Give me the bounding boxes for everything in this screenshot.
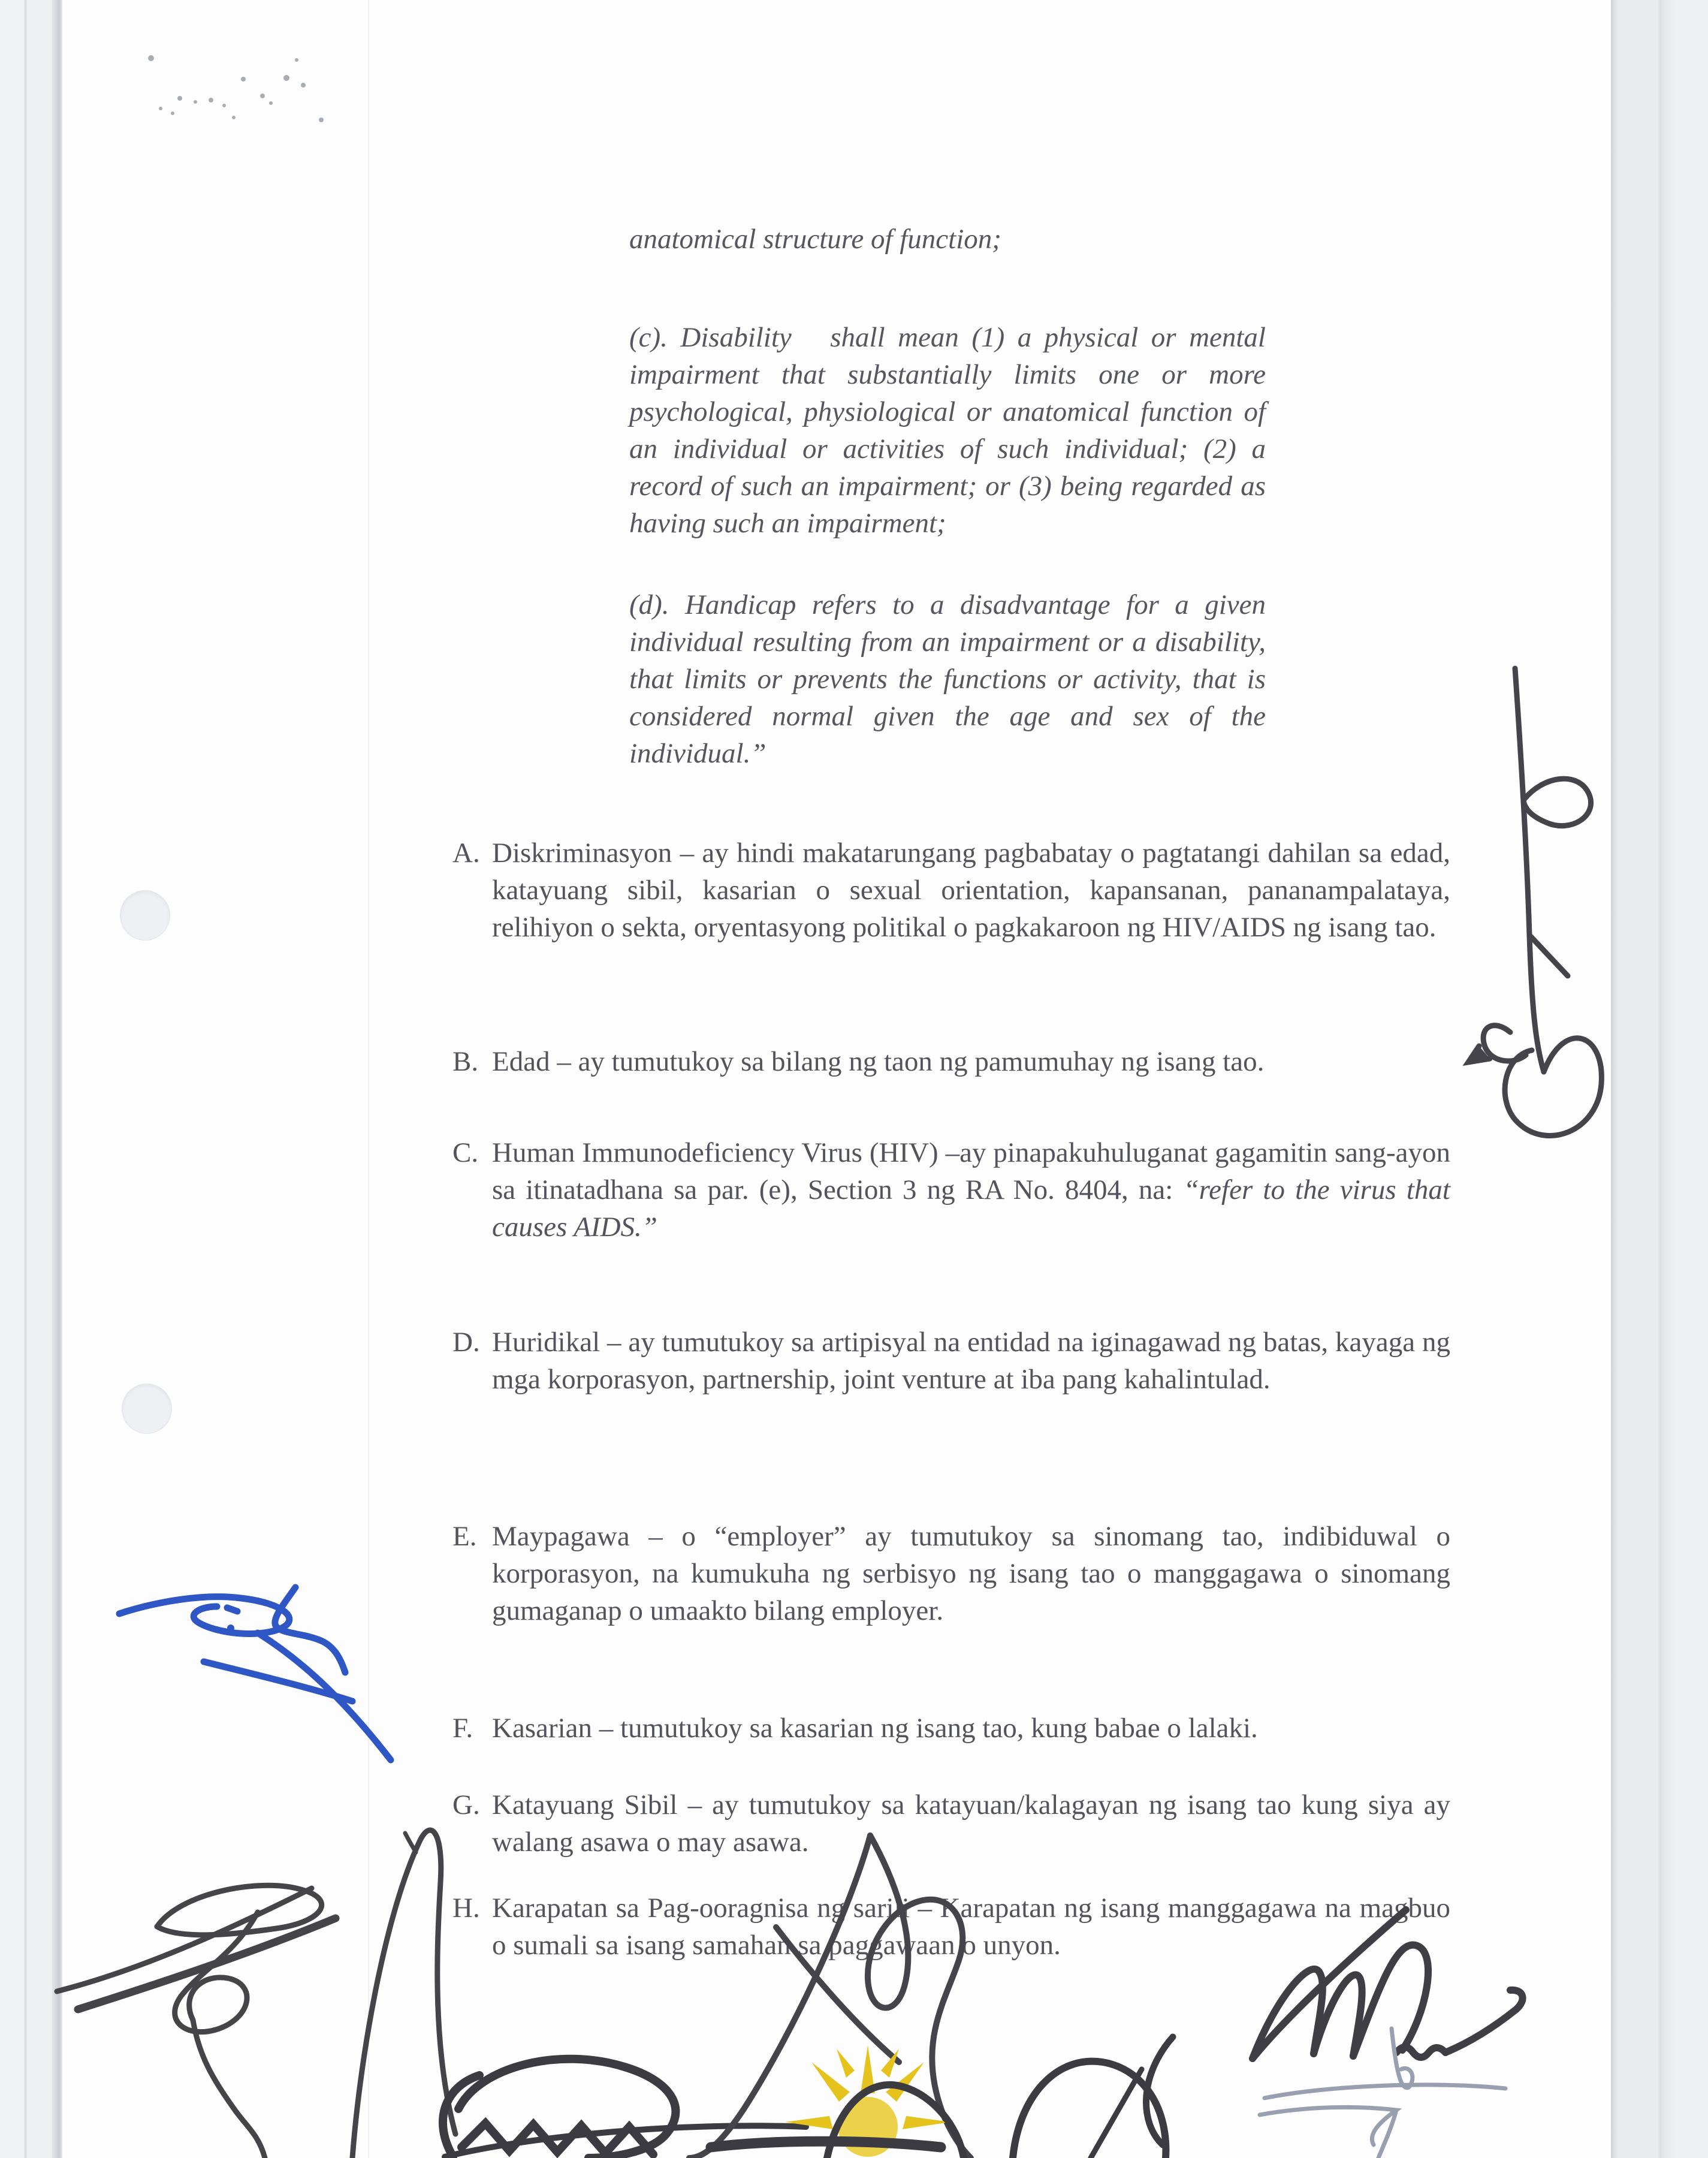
definition-letter-e: E. — [452, 1521, 477, 1552]
signature-bottom-right-light — [1260, 2029, 1505, 2158]
definition-item-c — [452, 1134, 1450, 1246]
quoted-intro-line: anatomical structure of function; — [629, 224, 1001, 255]
definition-item-h — [452, 1889, 1450, 1964]
scanner-margin-left — [0, 0, 62, 2158]
page-fold-line — [368, 0, 369, 2158]
signature-blue-left — [119, 1587, 391, 1760]
definition-letter-f: F. — [452, 1713, 473, 1744]
definition-letter-b: B. — [452, 1046, 479, 1077]
signature-bottom-left-scribble — [57, 1830, 455, 2158]
definition-text-e: Maypagawa – o “employer” ay tumutukoy sa sinomang tao, indibiduwal o korporasyon, na kumukuha ng serbisyo ng isang tao o manggagawa o sinomang gumaganap o umaakto bilang employer. — [492, 1521, 1450, 1626]
definition-text-g: Katayuang Sibil – ay tumutukoy sa katayuan/kalagayan ng isang tao kung siya ay walang asawa o may asawa. — [492, 1789, 1450, 1858]
signature-center-overlap — [689, 1835, 971, 2158]
definition-text-a: Diskriminasyon – ay hindi makatarungang pagbabatay o pagtatangi dahilan sa edad, katayuang sibil, kasarian o sexual orientation, kapansanan, pananampalataya, relihiyon o sekta, oryentasyong politikal o pagkakaroon ng HIV/AIDS ng isang tao. — [492, 837, 1450, 943]
definition-letter-d: D. — [452, 1327, 480, 1358]
definition-item-g — [452, 1786, 1450, 1861]
definition-text-c-quote: “refer to the virus that causes AIDS.” — [492, 1174, 1450, 1243]
definition-text-f: Kasarian – tumutukoy sa kasarian ng isang tao, kung babae o lalaki. — [492, 1713, 1258, 1744]
definition-item-e — [452, 1518, 1450, 1629]
hole-punch-top — [120, 891, 170, 940]
pencil-speckles — [148, 55, 324, 122]
definition-item-d — [452, 1324, 1450, 1398]
signature-bottom-left-thick — [443, 2059, 806, 2158]
philippine-sun-stamp — [785, 2045, 950, 2157]
definition-letter-a: A. — [452, 837, 480, 869]
hole-punch-bottom — [122, 1384, 171, 1433]
signature-bottom-center-arcs — [711, 2037, 1173, 2158]
definition-item-b — [452, 1043, 1450, 1080]
definition-text-c-plain: Human Immunodeficiency Virus (HIV) –ay pinapakuhuluganat gagamitin sang-ayon sa itinatadhana sa par. (e), Section 3 ng RA No. 8404, na: — [492, 1137, 1450, 1205]
definition-text-h: Karapatan sa Pag-ooragnisa ng sarili – Karapatan ng isang manggagawa na magbuo o sumali sa isang samahan sa paggawaan o unyon. — [492, 1892, 1450, 1961]
definition-text-b: Edad – ay tumutukoy sa bilang ng taon ng pamumuhay ng isang tao. — [492, 1046, 1265, 1077]
scanner-margin-right — [1611, 0, 1708, 2158]
definition-text-c — [492, 1134, 1450, 1246]
definition-text-d: Huridikal – ay tumutukoy sa artipisyal na entidad na iginagawad ng batas, kayaga ng mga korporasyon, partnership, joint venture at iba pang kahalintulad. — [492, 1327, 1450, 1395]
definition-item-f — [452, 1710, 1450, 1747]
definition-letter-g: G. — [452, 1789, 480, 1821]
signature-right-margin — [1468, 668, 1601, 1136]
definition-item-a — [452, 834, 1450, 946]
quoted-paragraph-c: (c). Disability shall mean (1) a physical or mental impairment that substantially limits one or more psychological, physiological or anatomical function of an individual or activities of such individual; (2) a record of such an impairment; or (3) being regarded as having such an impairment; — [629, 322, 1273, 539]
definition-letter-c: C. — [452, 1137, 479, 1168]
definition-letter-h: H. — [452, 1892, 480, 1924]
quoted-paragraph-d: (d). Handicap refers to a disadvantage for a given individual resulting from an impairment or a disability, that limits or prevents the functions or activity, that is considered normal given the age and sex of the individual.” — [629, 589, 1273, 769]
